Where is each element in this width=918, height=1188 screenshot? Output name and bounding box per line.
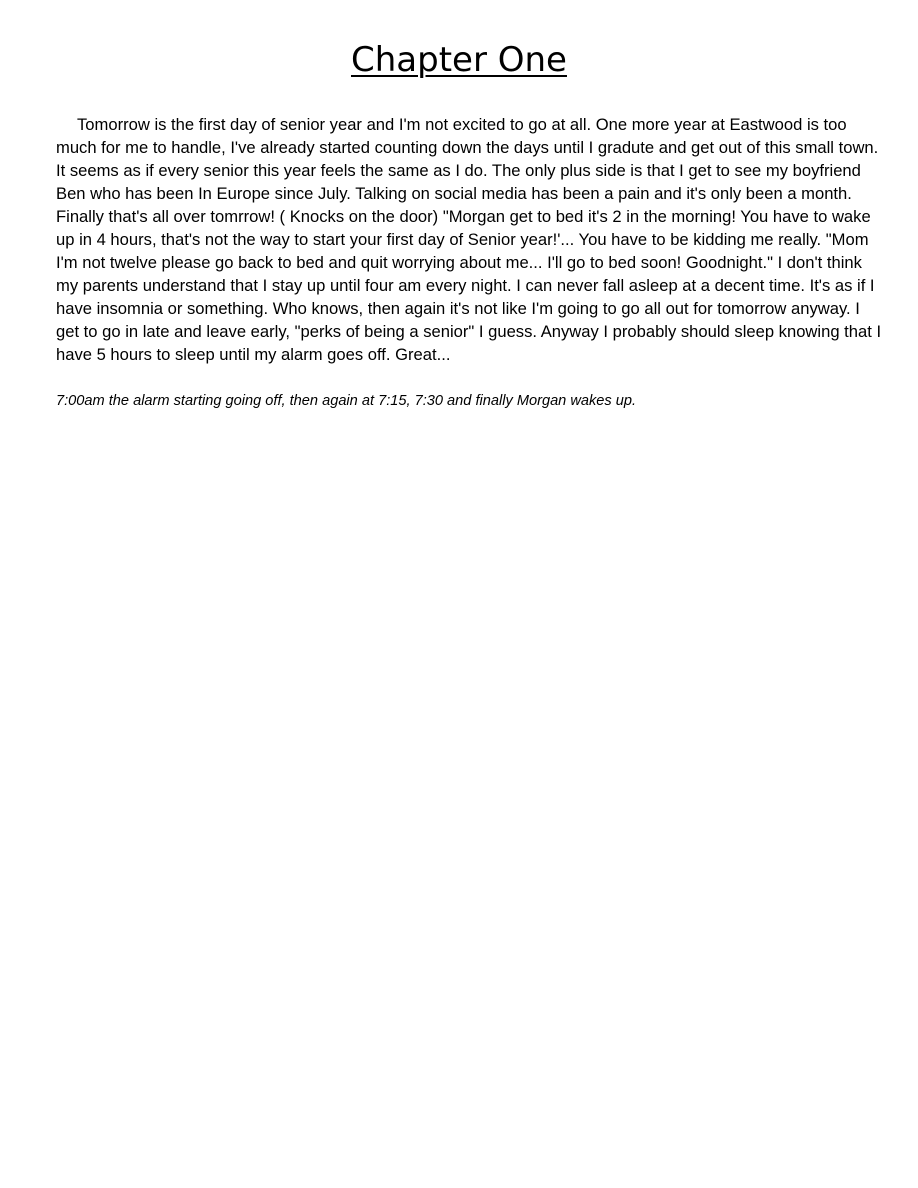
chapter-title: Chapter One	[351, 40, 567, 80]
body-paragraph: Tomorrow is the first day of senior year and I'm not excited to go at all. One more year at Eastwood is too much for me to handle, I've already started counting down the days until I gradute and get out of this small town. It seems as if every senior this year feels the same as I do. The only plus side is that I get to see my boyfriend Ben who has been In Europe since July. Talking on social media has been a pain and it's only been a month. Finally that's all over tomrrow! ( Knocks on the door) "Morgan get to bed it's 2 in the morning! You have to wake up in 4 hours, that's not the way to start your first day of Senior year!'... You have to be kidding me really. "Mom I'm not twelve please go back to bed and quit worrying about me... I'll go to bed soon! Goodnight." I don't think my parents understand that I stay up until four am every night. I can never fall asleep at a decent time. It's as if I have insomnia or something. Who knows, then again it's not like I'm going to go all out for tomorrow anyway. I get to go in late and leave early, "perks of being a senior" I guess. Anyway I probably should sleep knowing that I have 5 hours to sleep until my alarm goes off. Great...	[56, 115, 882, 364]
italic-note: 7:00am the alarm starting going off, then again at 7:15, 7:30 and finally Morgan wakes up.	[56, 393, 637, 409]
